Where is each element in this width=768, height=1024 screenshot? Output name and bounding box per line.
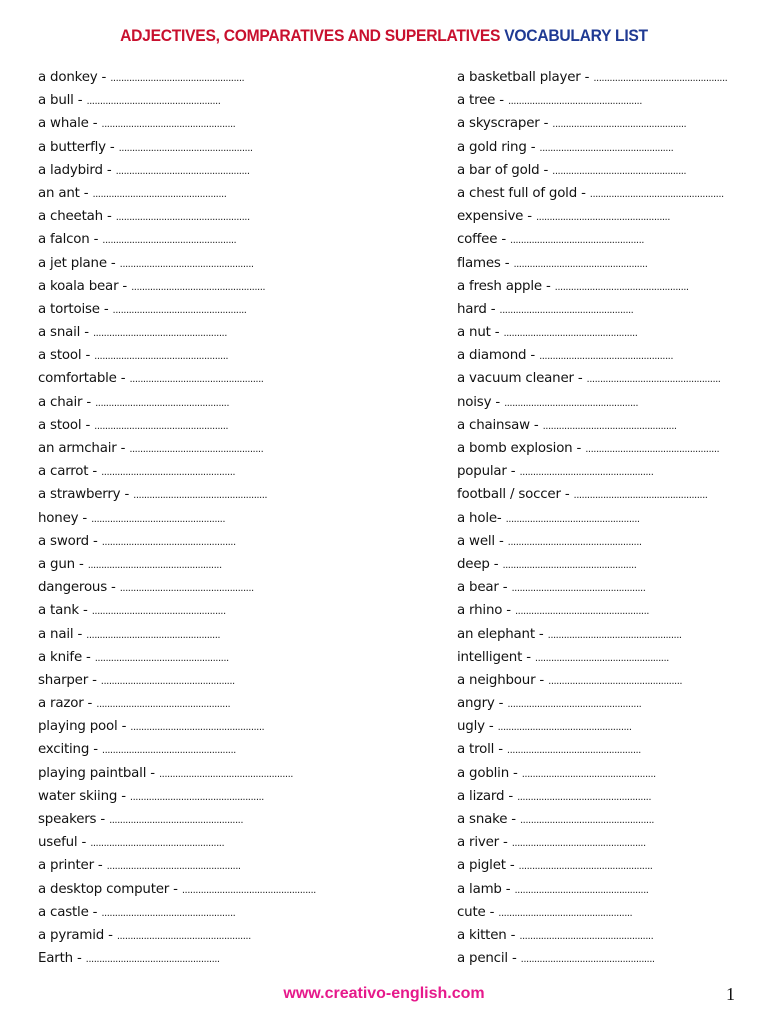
answer-blank: .................................................. bbox=[86, 629, 221, 641]
vocabulary-word: a whale - bbox=[38, 116, 98, 132]
answer-blank: .................................................. bbox=[539, 351, 673, 363]
vocabulary-word: a printer - bbox=[38, 858, 103, 874]
answer-blank: .................................................. bbox=[95, 397, 230, 409]
vocabulary-item bbox=[38, 414, 378, 437]
vocabulary-item bbox=[38, 599, 378, 622]
vocabulary-word: a gun - bbox=[38, 556, 84, 572]
answer-blank: .................................................. bbox=[116, 930, 251, 942]
vocabulary-item bbox=[457, 599, 757, 622]
vocabulary-item bbox=[38, 391, 378, 414]
vocabulary-item bbox=[457, 715, 757, 738]
answer-blank: .................................................. bbox=[505, 513, 640, 525]
vocabulary-word: expensive - bbox=[457, 209, 532, 225]
vocabulary-item bbox=[38, 182, 378, 205]
vocabulary-item bbox=[457, 205, 757, 228]
vocabulary-word: a tank - bbox=[38, 603, 88, 619]
answer-blank: .................................................. bbox=[109, 815, 244, 826]
vocabulary-item bbox=[38, 66, 378, 89]
vocabulary-word: Earth - bbox=[38, 951, 82, 967]
vocabulary-item bbox=[38, 89, 378, 112]
vocabulary-item bbox=[457, 136, 757, 159]
vocabulary-word: a stool - bbox=[38, 348, 91, 364]
vocabulary-item bbox=[38, 367, 378, 390]
answer-blank: .................................................. bbox=[94, 652, 229, 664]
answer-blank: .................................................. bbox=[520, 815, 654, 826]
answer-blank: .................................................. bbox=[585, 444, 720, 455]
vocabulary-word: flames - bbox=[457, 255, 510, 271]
answer-blank: .................................................. bbox=[573, 490, 708, 502]
vocabulary-item bbox=[38, 344, 378, 367]
vocabulary-word: a razor - bbox=[38, 696, 93, 712]
vocabulary-item bbox=[457, 460, 757, 483]
vocabulary-word: a chest full of gold - bbox=[457, 185, 586, 201]
vocabulary-word: comfortable - bbox=[38, 371, 126, 387]
vocabulary-word: cute - bbox=[457, 904, 495, 920]
vocabulary-item bbox=[38, 321, 378, 344]
answer-blank: .................................................. bbox=[110, 73, 245, 84]
vocabulary-item bbox=[38, 507, 378, 530]
answer-blank: .................................................. bbox=[112, 304, 247, 316]
vocabulary-item bbox=[457, 252, 757, 275]
vocabulary-item bbox=[38, 136, 378, 159]
vocabulary-word: a stool - bbox=[38, 417, 91, 433]
answer-blank: .................................................. bbox=[101, 536, 236, 548]
vocabulary-word: coffee - bbox=[457, 232, 506, 248]
answer-blank: .................................................. bbox=[534, 652, 669, 664]
vocabulary-item bbox=[38, 692, 378, 715]
vocabulary-word: a kitten - bbox=[457, 927, 516, 943]
answer-blank: .................................................. bbox=[504, 397, 638, 409]
answer-blank: .................................................. bbox=[511, 838, 646, 850]
vocabulary-word: a fresh apple - bbox=[457, 278, 551, 294]
vocabulary-word: a bull - bbox=[38, 93, 83, 109]
vocabulary-word: sharper - bbox=[38, 672, 97, 688]
answer-blank: .................................................. bbox=[507, 536, 642, 548]
vocabulary-item bbox=[457, 553, 757, 576]
vocabulary-item bbox=[38, 762, 378, 785]
vocabulary-word: honey - bbox=[38, 510, 88, 526]
vocabulary-item bbox=[38, 205, 378, 228]
vocabulary-word: a gold ring - bbox=[457, 139, 536, 155]
vocabulary-word: a chair - bbox=[38, 394, 92, 410]
vocabulary-item bbox=[38, 715, 378, 738]
vocabulary-word: a jet plane - bbox=[38, 255, 116, 271]
vocabulary-word: a well - bbox=[457, 533, 504, 549]
vocabulary-item bbox=[38, 623, 378, 646]
vocabulary-item bbox=[457, 344, 757, 367]
vocabulary-item bbox=[38, 924, 378, 947]
vocabulary-word: a pencil - bbox=[457, 951, 517, 967]
answer-blank: .................................................. bbox=[518, 861, 653, 873]
answer-blank: .................................................. bbox=[94, 351, 229, 363]
vocabulary-item bbox=[457, 414, 757, 437]
vocabulary-item bbox=[38, 738, 378, 761]
vocabulary-item bbox=[457, 507, 757, 530]
vocabulary-item bbox=[38, 669, 378, 692]
vocabulary-word: useful - bbox=[38, 835, 87, 851]
vocabulary-item bbox=[457, 367, 757, 390]
vocabulary-item bbox=[457, 228, 757, 251]
vocabulary-word: a nut - bbox=[457, 325, 500, 341]
answer-blank: .................................................. bbox=[503, 328, 638, 340]
vocabulary-word: a goblin - bbox=[457, 765, 518, 781]
vocabulary-word: a neighbour - bbox=[457, 672, 545, 688]
vocabulary-item bbox=[38, 437, 378, 460]
vocabulary-item bbox=[38, 460, 378, 483]
answer-blank: .................................................. bbox=[131, 281, 266, 293]
vocabulary-word: a donkey - bbox=[38, 70, 107, 85]
answer-blank: .................................................. bbox=[539, 142, 674, 154]
vocabulary-item bbox=[38, 252, 378, 275]
vocabulary-word: exciting - bbox=[38, 742, 98, 758]
vocabulary-item bbox=[38, 831, 378, 854]
vocabulary-word: an elephant - bbox=[457, 626, 544, 642]
vocabulary-word: a butterfly - bbox=[38, 139, 115, 155]
vocabulary-item bbox=[457, 831, 757, 854]
answer-blank: .................................................. bbox=[519, 930, 654, 942]
vocabulary-item bbox=[38, 646, 378, 669]
vocabulary-item bbox=[38, 576, 378, 599]
title-main: ADJECTIVES, COMPARATIVES AND SUPERLATIVES bbox=[120, 26, 501, 45]
vocabulary-item bbox=[457, 808, 757, 831]
answer-blank: .................................................. bbox=[547, 629, 682, 641]
answer-blank: .................................................. bbox=[514, 884, 649, 896]
vocabulary-item bbox=[457, 738, 757, 761]
vocabulary-word: a hole- bbox=[457, 510, 502, 526]
vocabulary-item bbox=[38, 878, 378, 901]
answer-blank: .................................................. bbox=[96, 699, 231, 711]
vocabulary-word: a cheetah - bbox=[38, 209, 112, 225]
answer-blank: .................................................. bbox=[552, 165, 687, 177]
answer-blank: .................................................. bbox=[535, 212, 670, 224]
vocabulary-item bbox=[457, 437, 757, 460]
answer-blank: .................................................. bbox=[91, 513, 226, 525]
vocabulary-word: an armchair - bbox=[38, 441, 126, 456]
answer-blank: .................................................. bbox=[554, 281, 689, 293]
page-number: 1 bbox=[726, 984, 735, 1004]
vocabulary-item bbox=[38, 275, 378, 298]
answer-blank: .................................................. bbox=[593, 73, 728, 84]
vocabulary-word: noisy - bbox=[457, 394, 500, 410]
answer-blank: .................................................. bbox=[101, 119, 236, 131]
vocabulary-item bbox=[38, 947, 378, 970]
answer-blank: .................................................. bbox=[91, 606, 226, 618]
vocabulary-word: angry - bbox=[457, 696, 504, 712]
answer-blank: .................................................. bbox=[521, 768, 656, 780]
answer-blank: .................................................. bbox=[506, 745, 641, 757]
vocabulary-word: playing pool - bbox=[38, 719, 127, 735]
vocabulary-item bbox=[457, 646, 757, 669]
vocabulary-item bbox=[457, 182, 757, 205]
answer-blank: .................................................. bbox=[502, 559, 637, 571]
vocabulary-item bbox=[457, 924, 757, 947]
vocabulary-item bbox=[457, 275, 757, 298]
vocabulary-word: playing paintball - bbox=[38, 765, 155, 781]
vocabulary-word: football / soccer - bbox=[457, 487, 570, 503]
vocabulary-item bbox=[457, 576, 757, 599]
left-vocabulary-column bbox=[38, 66, 378, 970]
vocabulary-word: a bar of gold - bbox=[457, 162, 549, 178]
vocabulary-word: a basketball player - bbox=[457, 70, 590, 85]
answer-blank: .................................................. bbox=[589, 188, 724, 200]
vocabulary-item bbox=[38, 553, 378, 576]
vocabulary-word: speakers - bbox=[38, 812, 106, 827]
answer-blank: .................................................. bbox=[511, 583, 646, 595]
vocabulary-word: a ladybird - bbox=[38, 162, 112, 178]
vocabulary-item bbox=[457, 854, 757, 877]
answer-blank: .................................................. bbox=[101, 467, 236, 479]
vocabulary-item bbox=[38, 854, 378, 877]
vocabulary-word: a bomb explosion - bbox=[457, 441, 582, 456]
vocabulary-item bbox=[457, 483, 757, 506]
vocabulary-item bbox=[457, 878, 757, 901]
vocabulary-word: a rhino - bbox=[457, 603, 511, 619]
vocabulary-word: an ant - bbox=[38, 185, 89, 201]
vocabulary-word: a lizard - bbox=[457, 788, 513, 804]
title-vocabulary-list: VOCABULARY LIST bbox=[504, 26, 648, 45]
vocabulary-word: a koala bear - bbox=[38, 278, 128, 294]
vocabulary-item bbox=[457, 669, 757, 692]
right-vocabulary-column bbox=[457, 66, 757, 970]
answer-blank: .................................................. bbox=[86, 96, 221, 108]
answer-blank: .................................................. bbox=[129, 374, 264, 386]
answer-blank: .................................................. bbox=[507, 699, 642, 711]
answer-blank: .................................................. bbox=[181, 884, 316, 896]
vocabulary-word: a skyscraper - bbox=[457, 116, 549, 132]
vocabulary-word: a river - bbox=[457, 835, 508, 851]
answer-blank: .................................................. bbox=[85, 954, 220, 966]
vocabulary-word: a lamb - bbox=[457, 881, 511, 897]
answer-blank: .................................................. bbox=[118, 142, 253, 154]
vocabulary-word: a piglet - bbox=[457, 858, 515, 874]
vocabulary-word: a troll - bbox=[457, 742, 503, 758]
answer-blank: .................................................. bbox=[119, 583, 254, 595]
answer-blank: .................................................. bbox=[101, 745, 236, 757]
answer-blank: .................................................. bbox=[517, 791, 651, 803]
vocabulary-item bbox=[38, 808, 378, 831]
vocabulary-item bbox=[457, 298, 757, 321]
vocabulary-word: deep - bbox=[457, 556, 499, 572]
vocabulary-item bbox=[457, 762, 757, 785]
answer-blank: .................................................. bbox=[497, 722, 632, 734]
answer-blank: .................................................. bbox=[129, 444, 264, 455]
vocabulary-word: a knife - bbox=[38, 649, 91, 665]
vocabulary-item bbox=[38, 298, 378, 321]
answer-blank: .................................................. bbox=[513, 258, 648, 270]
vocabulary-item bbox=[38, 530, 378, 553]
vocabulary-item bbox=[457, 321, 757, 344]
vocabulary-word: a tortoise - bbox=[38, 301, 109, 317]
vocabulary-word: a pyramid - bbox=[38, 927, 113, 943]
vocabulary-item bbox=[457, 89, 757, 112]
vocabulary-word: a diamond - bbox=[457, 348, 535, 364]
answer-blank: .................................................. bbox=[542, 420, 677, 432]
vocabulary-word: water skiing - bbox=[38, 788, 126, 804]
vocabulary-item bbox=[38, 901, 378, 924]
answer-blank: .................................................. bbox=[552, 119, 687, 131]
vocabulary-word: a chainsaw - bbox=[457, 417, 539, 433]
answer-blank: .................................................. bbox=[548, 675, 683, 687]
answer-blank: .................................................. bbox=[92, 328, 227, 340]
answer-blank: .................................................. bbox=[510, 235, 644, 247]
page-title bbox=[31, 26, 738, 46]
vocabulary-word: a strawberry - bbox=[38, 487, 130, 503]
vocabulary-item bbox=[457, 901, 757, 924]
answer-blank: .................................................. bbox=[87, 559, 222, 571]
answer-blank: .................................................. bbox=[498, 907, 633, 919]
vocabulary-item bbox=[38, 228, 378, 251]
vocabulary-item bbox=[457, 785, 757, 808]
vocabulary-item bbox=[457, 947, 757, 970]
vocabulary-item bbox=[457, 66, 757, 89]
answer-blank: .................................................. bbox=[115, 212, 250, 224]
answer-blank: .................................................. bbox=[94, 420, 229, 432]
answer-blank: .................................................. bbox=[101, 907, 236, 919]
answer-blank: .................................................. bbox=[586, 374, 721, 386]
vocabulary-word: a carrot - bbox=[38, 464, 98, 480]
vocabulary-word: a vacuum cleaner - bbox=[457, 371, 583, 387]
vocabulary-word: a snake - bbox=[457, 812, 516, 827]
vocabulary-word: a castle - bbox=[38, 904, 98, 920]
vocabulary-item bbox=[38, 483, 378, 506]
answer-blank: .................................................. bbox=[129, 791, 264, 803]
footer-website-url: www.creativo-english.com bbox=[283, 985, 485, 1002]
answer-blank: .................................................. bbox=[130, 722, 265, 734]
vocabulary-word: popular - bbox=[457, 464, 516, 480]
answer-blank: .................................................. bbox=[90, 838, 225, 850]
answer-blank: .................................................. bbox=[507, 96, 642, 108]
vocabulary-word: a sword - bbox=[38, 533, 98, 549]
answer-blank: .................................................. bbox=[158, 768, 293, 780]
answer-blank: .................................................. bbox=[92, 188, 227, 200]
answer-blank: .................................................. bbox=[519, 467, 654, 479]
vocabulary-word: ugly - bbox=[457, 719, 494, 735]
vocabulary-item bbox=[457, 159, 757, 182]
answer-blank: .................................................. bbox=[100, 675, 235, 687]
vocabulary-item bbox=[457, 391, 757, 414]
answer-blank: .................................................. bbox=[115, 165, 250, 177]
vocabulary-word: dangerous - bbox=[38, 580, 116, 596]
vocabulary-word: a desktop computer - bbox=[38, 881, 178, 897]
vocabulary-word: a snail - bbox=[38, 325, 89, 341]
vocabulary-item bbox=[457, 112, 757, 135]
answer-blank: .................................................. bbox=[102, 235, 237, 247]
answer-blank: .................................................. bbox=[520, 954, 655, 966]
vocabulary-item bbox=[38, 159, 378, 182]
answer-blank: .................................................. bbox=[119, 258, 254, 270]
vocabulary-word: a falcon - bbox=[38, 232, 99, 248]
vocabulary-word: a nail - bbox=[38, 626, 83, 642]
answer-blank: .................................................. bbox=[133, 490, 268, 502]
answer-blank: .................................................. bbox=[514, 606, 649, 618]
answer-blank: .................................................. bbox=[106, 861, 241, 873]
vocabulary-word: a bear - bbox=[457, 580, 508, 596]
answer-blank: .................................................. bbox=[499, 304, 634, 316]
vocabulary-word: hard - bbox=[457, 301, 496, 317]
vocabulary-item bbox=[457, 623, 757, 646]
vocabulary-item bbox=[38, 785, 378, 808]
vocabulary-item bbox=[38, 112, 378, 135]
vocabulary-word: intelligent - bbox=[457, 649, 531, 665]
vocabulary-item bbox=[457, 692, 757, 715]
vocabulary-item bbox=[457, 530, 757, 553]
vocabulary-word: a tree - bbox=[457, 93, 504, 109]
